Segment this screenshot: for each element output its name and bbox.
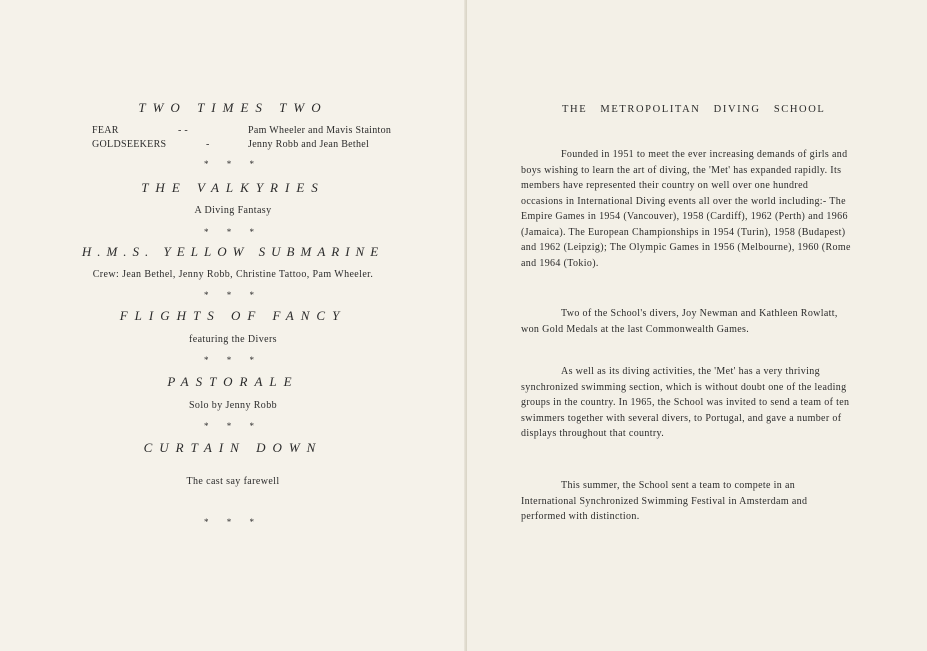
act-name-fear: FEAR (92, 125, 119, 136)
section-subtitle: A Diving Fantasy (194, 205, 272, 216)
act-performers: Jenny Robb and Jean Bethel (248, 139, 370, 150)
separator-stars: * * * (204, 227, 262, 237)
separator-stars: * * * (204, 355, 262, 365)
section-title-two-times-two: TWO TIMES TWO (138, 100, 328, 115)
act-performers: Pam Wheeler and Mavis Stainton (248, 125, 392, 136)
section-title-curtain-down: CURTAIN DOWN (143, 440, 323, 455)
paragraph-medals (521, 306, 851, 337)
section-title-flights-of-fancy: FLIGHTS OF FANCY (119, 308, 347, 323)
separator-stars: * * * (204, 290, 262, 300)
paragraph-text: This summer, the School sent a team to compete in an International Synchronized Swimming Festival in Amsterdam and performed with distinction. (521, 480, 808, 522)
separator-stars: * * * (204, 159, 262, 169)
act-name-goldseekers: GOLDSEEKERS (92, 139, 167, 150)
paragraph-text: Two of the School's divers, Joy Newman and Kathleen Rowlatt, won Gold Medals at the last Commonwealth Games. (521, 308, 838, 335)
right-page (467, 0, 927, 651)
section-subtitle: Crew: Jean Bethel, Jenny Robb, Christine Tattoo, Pam Wheeler. (92, 269, 374, 280)
page-title: THE METROPOLITAN DIVING SCHOOL (562, 104, 826, 115)
act-dash: - - (178, 125, 189, 136)
separator-stars: * * * (204, 517, 262, 527)
act-dash: - (206, 139, 210, 150)
section-subtitle: featuring the Divers (189, 334, 277, 345)
paragraph-text: As well as its diving activities, the 'Met' has a very thriving synchronized swimming section, which is without doubt one of the leading groups in the country. In 1965, the School was invited to send a team of ten swimmers together with several divers, to Portugal, and gave a number of displays throughout that country. (521, 366, 850, 439)
section-subtitle: Solo by Jenny Robb (188, 400, 278, 411)
paragraph-synchronized (521, 364, 851, 442)
section-title-yellow-submarine: H.M.S. YELLOW SUBMARINE (81, 244, 385, 259)
paragraph-founding (521, 147, 851, 271)
section-title-pastorale: PASTORALE (167, 374, 299, 389)
separator-stars: * * * (204, 421, 262, 431)
section-subtitle: The cast say farewell (186, 476, 280, 487)
paragraph-text: Founded in 1951 to meet the ever increasing demands of girls and boys wishing to learn the art of diving, the 'Met' has expanded rapidly. Its members have represented their country on well over one hundred occasions in International Diving events all over the world including:- The Empire Games in 1954 (Vancouver), 1958 (Cardiff), 1962 (Perth) and 1966 (Jamaica). The European Championships in 1954 (Turin), 1958 (Budapest) and 1962 (Leipzig); The Olympic Games in 1956 (Melbourne), 1960 (Rome and 1964 (Tokio). (521, 149, 851, 269)
section-title-valkyries: THE VALKYRIES (141, 180, 325, 195)
paragraph-amsterdam (521, 478, 851, 525)
